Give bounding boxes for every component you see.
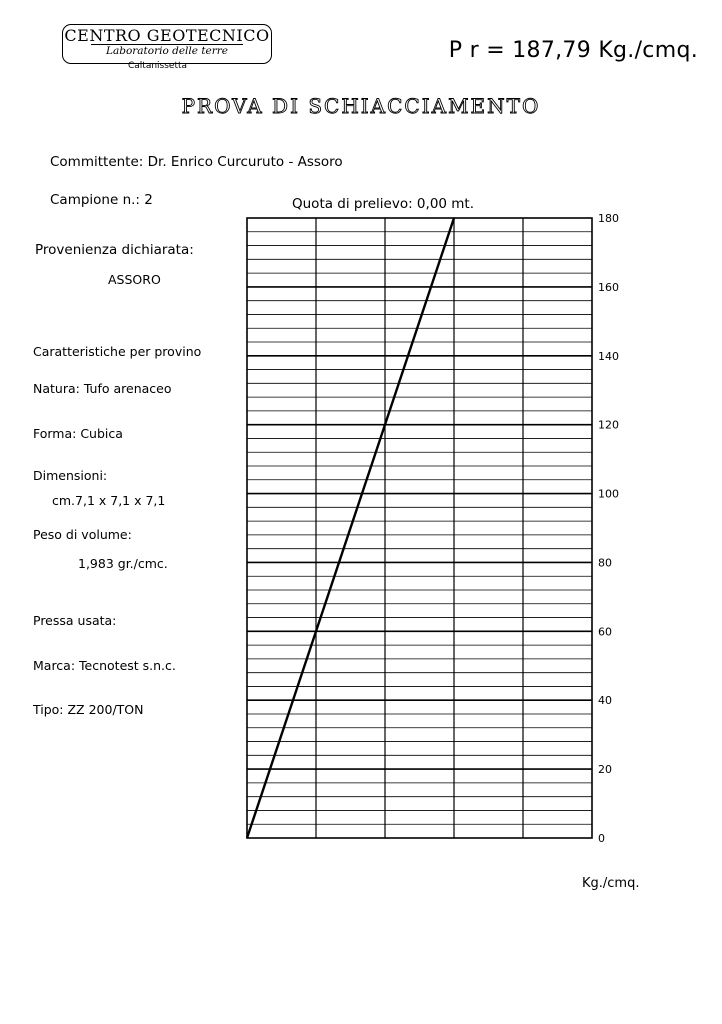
lab-name: CENTRO GEOTECNICO <box>64 26 270 45</box>
series-layer <box>247 218 454 838</box>
y-tick-label: 140 <box>598 349 619 363</box>
specimen-natura: Natura: Tufo arenaceo <box>33 381 172 396</box>
specimen-forma: Forma: Cubica <box>33 426 123 441</box>
provenienza-value: ASSORO <box>108 272 161 287</box>
y-tick-label: 80 <box>598 556 612 570</box>
specimen-peso-label: Peso di volume: <box>33 527 132 542</box>
lab-city: Caltanissetta <box>128 61 188 71</box>
specimen-peso-value: 1,983 gr./cmc. <box>78 556 168 571</box>
y-tick-label: 0 <box>598 832 605 845</box>
y-tick-label: 120 <box>598 418 619 432</box>
specimen-dimensioni-value: cm.7,1 x 7,1 x 7,1 <box>52 493 166 508</box>
lab-subtitle: Laboratorio delle terre <box>91 44 243 58</box>
pr-value: P r = 187,79 Kg./cmq. <box>448 38 698 63</box>
campione: Campione n.: 2 <box>50 192 153 208</box>
grid-vertical-lines <box>316 218 523 838</box>
specimen-dimensioni-label: Dimensioni: <box>33 468 108 483</box>
specimen-heading: Caratteristiche per provino <box>33 344 202 359</box>
page-title: PROVA DI SCHIACCIAMENTO <box>181 94 541 118</box>
y-axis-label: Kg./cmq. <box>582 876 640 891</box>
y-tick-label: 160 <box>598 280 619 294</box>
grid-major-lines <box>247 287 592 769</box>
y-tick-label: 20 <box>598 763 612 777</box>
press-tipo: Tipo: ZZ 200/TON <box>33 702 144 717</box>
plot-frame <box>247 218 592 838</box>
y-axis-ticks <box>598 212 619 845</box>
y-tick-label: 40 <box>598 694 612 708</box>
press-label: Pressa usata: <box>33 613 117 628</box>
series-line <box>247 218 454 838</box>
y-tick-label: 60 <box>598 625 612 639</box>
y-tick-label: 100 <box>598 487 619 501</box>
y-tick-label: 180 <box>598 212 619 225</box>
quota-prelievo: Quota di prelievo: 0,00 mt. <box>292 196 475 212</box>
press-marca: Marca: Tecnotest s.n.c. <box>33 658 176 673</box>
committente: Committente: Dr. Enrico Curcuruto - Assoro <box>50 154 343 170</box>
provenienza-label: Provenienza dichiarata: <box>35 242 194 258</box>
